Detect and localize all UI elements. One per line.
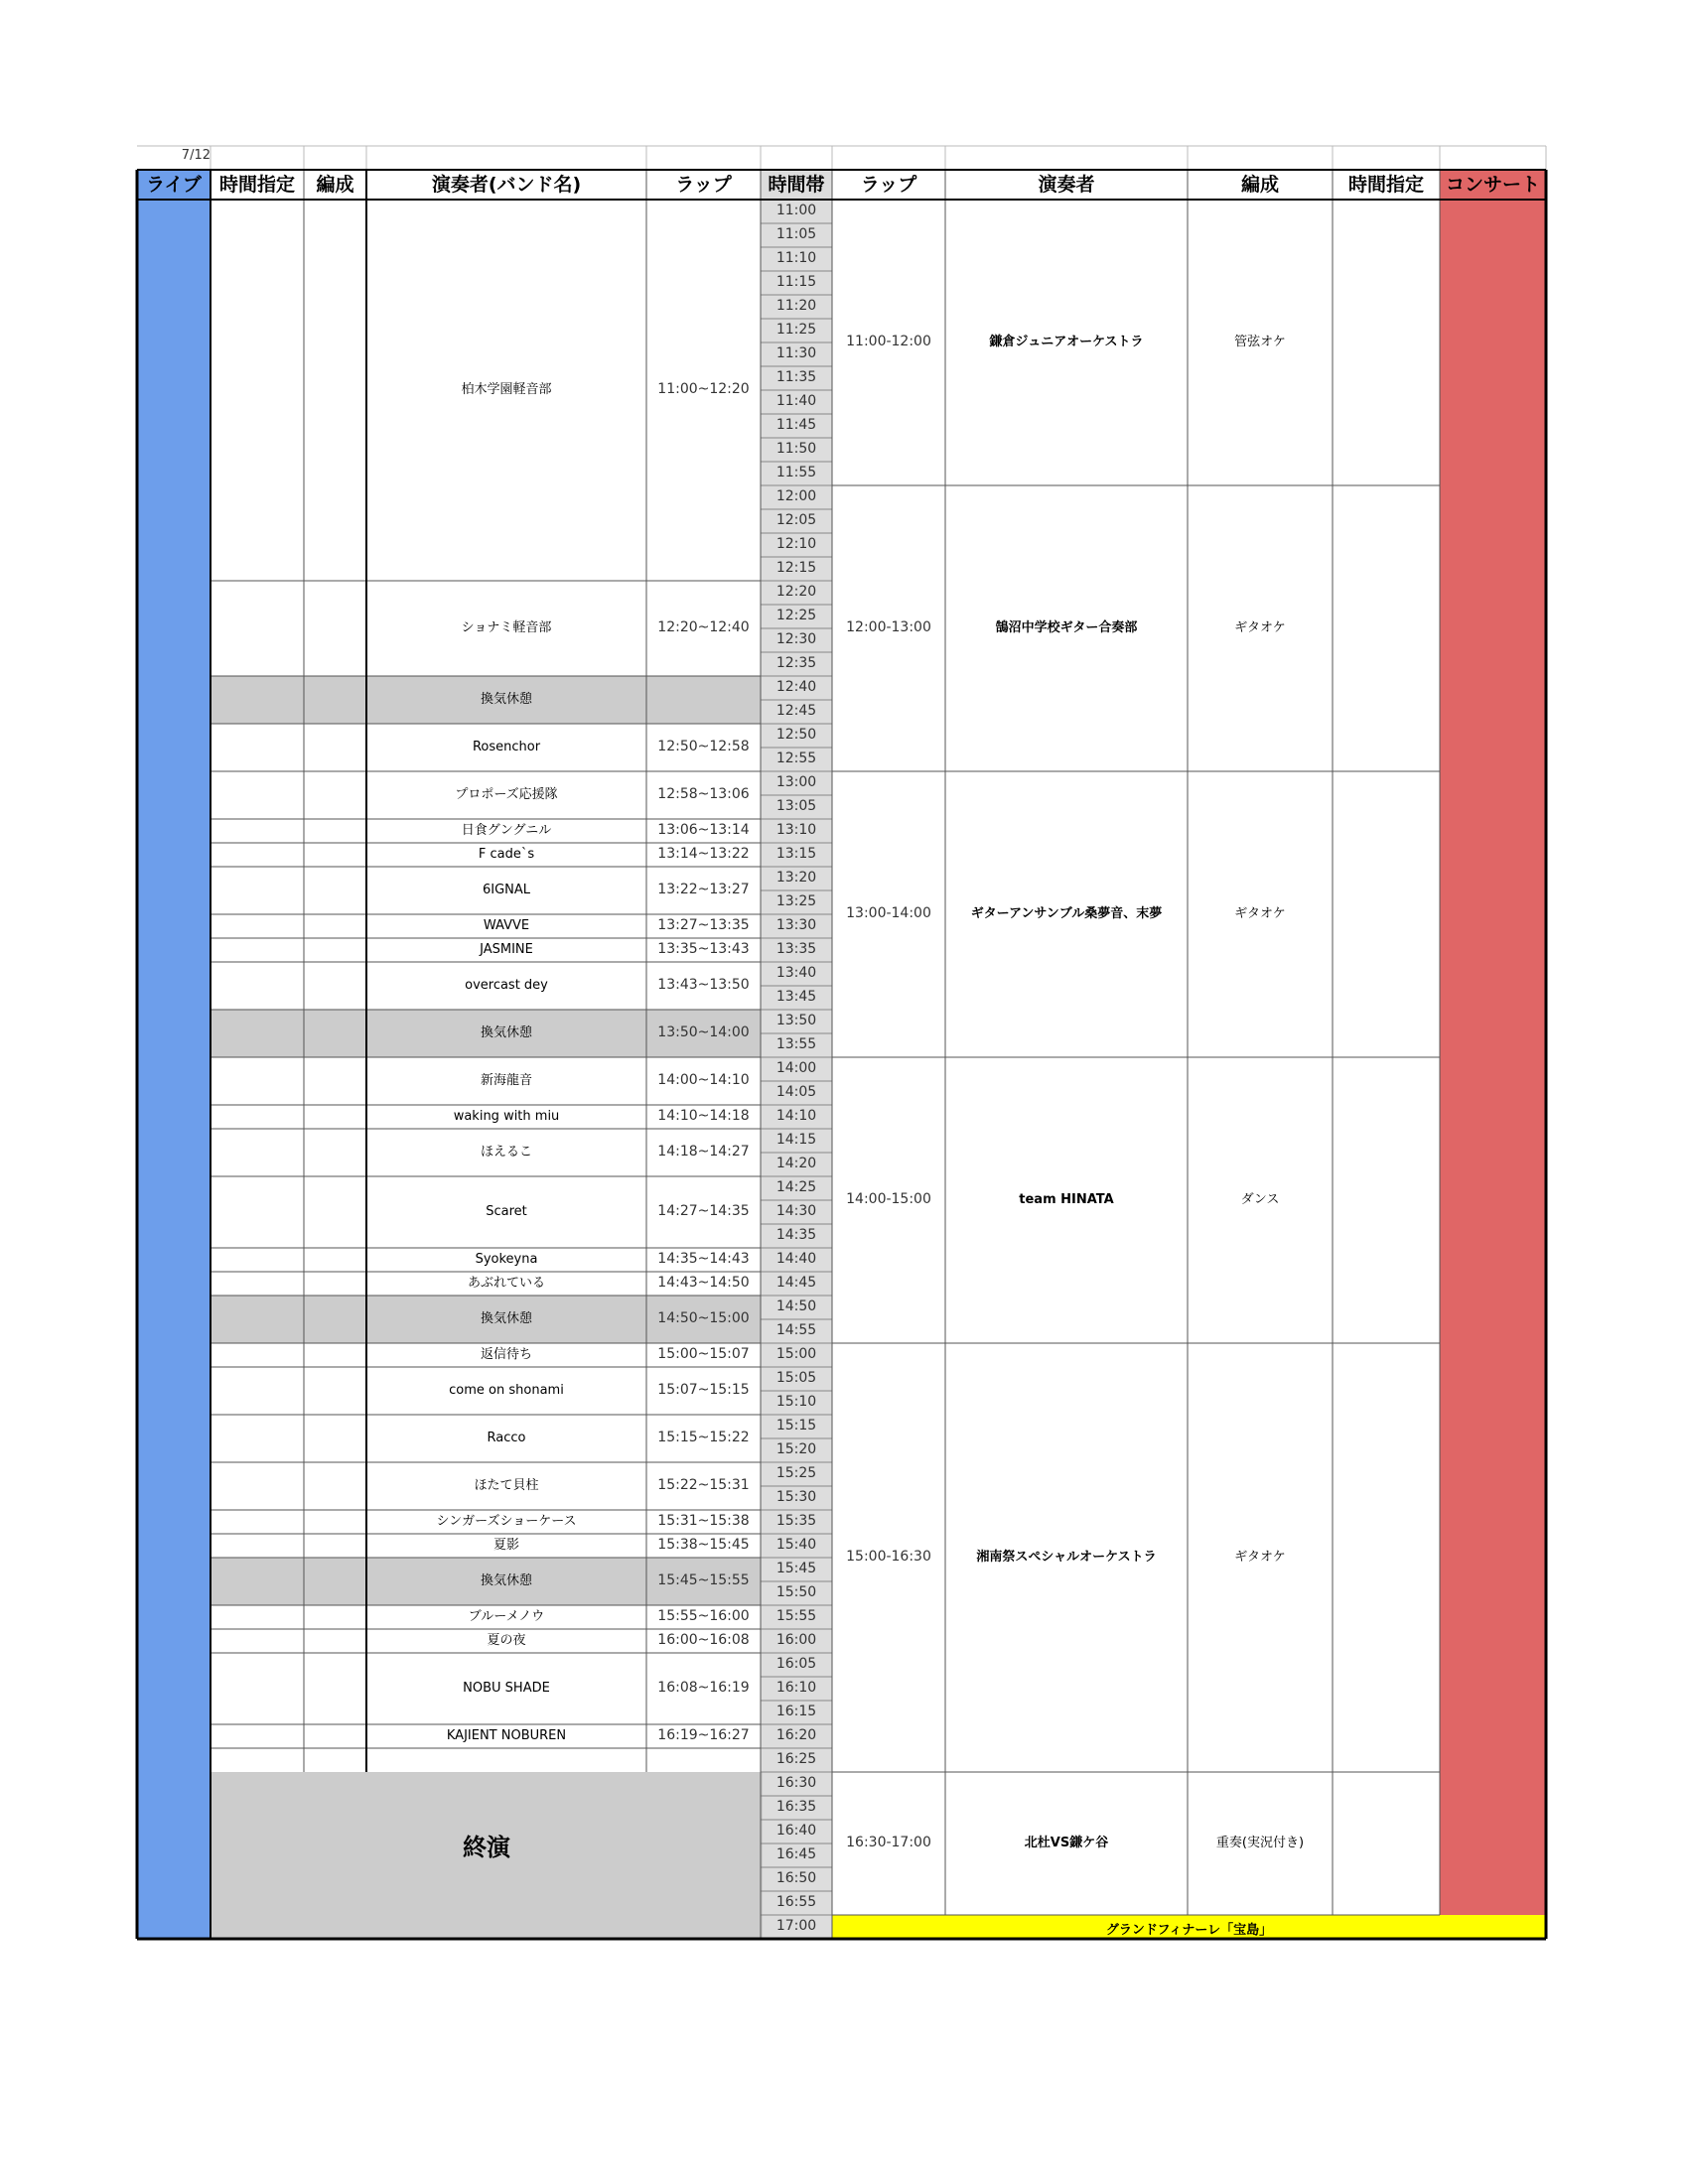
live-performer-name: KAJIENT NOBUREN	[446, 1727, 567, 1743]
live-lap-time: 14:00~14:10	[657, 1072, 750, 1089]
live-lap-time: 13:50~14:00	[657, 1024, 750, 1041]
live-lap-time: 13:06~13:14	[657, 822, 750, 839]
live-lap-time: 12:20~12:40	[657, 619, 750, 636]
live-column-bar	[137, 200, 211, 1939]
live-performer-name: ほえるこ	[480, 1144, 532, 1160]
time-slot-1215: 12:15	[775, 560, 817, 577]
time-slot-1110: 11:10	[775, 250, 817, 267]
time-slot-1510: 15:10	[775, 1394, 817, 1411]
time-slot-1405: 14:05	[775, 1084, 817, 1101]
live-lap-time: 15:38~15:45	[657, 1537, 750, 1554]
break-label: 換気休憩	[480, 1572, 532, 1588]
live-lap-time: 13:43~13:50	[657, 977, 750, 994]
live-lap-time: 14:18~14:27	[657, 1144, 750, 1160]
live-performer-name: WAVVE	[483, 917, 530, 933]
concert-formation: ギタオケ	[1234, 905, 1286, 921]
live-lap-time: 15:22~15:31	[657, 1477, 750, 1494]
time-slot-1220: 12:20	[775, 584, 817, 601]
time-slot-1645: 16:45	[775, 1846, 817, 1863]
time-slot-1150: 11:50	[775, 441, 817, 458]
live-lap-time: 14:43~14:50	[657, 1275, 750, 1292]
break-lap-fill	[646, 676, 761, 724]
time-slot-1130: 11:30	[775, 345, 817, 362]
live-lap-time: 16:00~16:08	[657, 1632, 750, 1649]
time-slot-1255: 12:55	[775, 751, 817, 767]
live-performer-name: 夏の夜	[487, 1632, 526, 1648]
time-slot-1115: 11:15	[775, 274, 817, 291]
live-performer-name: シンガーズショーケース	[436, 1513, 577, 1529]
time-slot-1155: 11:55	[775, 465, 817, 481]
time-slot-1335: 13:35	[775, 941, 817, 958]
header-concert: コンサート	[1445, 173, 1540, 196]
concert-column-bar	[1440, 200, 1546, 1915]
live-lap-time: 11:00~12:20	[657, 381, 750, 398]
live-performer-name: プロポーズ応援隊	[455, 786, 558, 802]
concert-formation: ダンス	[1240, 1191, 1280, 1207]
concert-performer-name: 北杜VS鎌ケ谷	[1024, 1835, 1109, 1850]
time-slot-1455: 14:55	[775, 1322, 817, 1339]
time-slot-1140: 11:40	[775, 393, 817, 410]
time-slot-1650: 16:50	[775, 1870, 817, 1887]
live-lap-time: 15:31~15:38	[657, 1513, 750, 1530]
time-slot-1330: 13:30	[775, 917, 817, 934]
header-performer: 演奏者	[1038, 173, 1095, 196]
live-performer-name: overcast dey	[465, 977, 548, 993]
header-formation-right: 編成	[1240, 173, 1279, 196]
live-performer-name: ほたて貝柱	[474, 1477, 539, 1493]
concert-performer-name: 鵠沼中学校ギター合奏部	[995, 619, 1138, 635]
concert-lap-time: 12:00-13:00	[846, 619, 931, 636]
time-slot-1305: 13:05	[775, 798, 817, 815]
time-slot-1530: 15:30	[775, 1489, 817, 1506]
break-label: 換気休憩	[480, 1310, 532, 1326]
concert-lap-time: 15:00-16:30	[846, 1549, 931, 1566]
time-slot-1205: 12:05	[775, 512, 817, 529]
live-lap-time: 15:45~15:55	[657, 1572, 750, 1589]
live-lap-time: 12:58~13:06	[657, 786, 750, 803]
time-slot-1515: 15:15	[775, 1418, 817, 1434]
break-label: 換気休憩	[480, 691, 532, 707]
live-performer-name: NOBU SHADE	[463, 1680, 550, 1696]
time-slot-1555: 15:55	[775, 1608, 817, 1625]
time-slot-1225: 12:25	[775, 608, 817, 624]
live-lap-time: 12:50~12:58	[657, 739, 750, 755]
time-slot-1635: 16:35	[775, 1799, 817, 1816]
live-performer-name: waking with miu	[453, 1108, 560, 1124]
concert-formation: 重奏(実況付き)	[1215, 1835, 1305, 1850]
time-slot-1120: 11:20	[775, 298, 817, 315]
time-slot-1610: 16:10	[775, 1680, 817, 1697]
time-slot-1235: 12:35	[775, 655, 817, 672]
time-slot-1440: 14:40	[775, 1251, 817, 1268]
time-slot-1420: 14:20	[775, 1156, 817, 1172]
time-slot-1540: 15:40	[775, 1537, 817, 1554]
time-slot-1500: 15:00	[775, 1346, 817, 1363]
time-slot-1145: 11:45	[775, 417, 817, 434]
time-slot-1310: 13:10	[775, 822, 817, 839]
live-performer-name: Syokeyna	[475, 1251, 538, 1267]
break-label: 換気休憩	[480, 1024, 532, 1040]
live-performer-name: 日食グングニル	[461, 822, 552, 838]
live-lap-time: 16:08~16:19	[657, 1680, 750, 1697]
live-lap-time: 14:27~14:35	[657, 1203, 750, 1220]
time-slot-1410: 14:10	[775, 1108, 817, 1125]
time-slot-1315: 13:15	[775, 846, 817, 863]
time-slot-1545: 15:45	[775, 1561, 817, 1577]
live-performer-name: 夏影	[492, 1537, 519, 1553]
time-slot-1105: 11:05	[775, 226, 817, 243]
live-lap-time: 13:27~13:35	[657, 917, 750, 934]
time-slot-1240: 12:40	[775, 679, 817, 696]
live-lap-time: 14:50~15:00	[657, 1310, 750, 1327]
time-slot-1520: 15:20	[775, 1441, 817, 1458]
live-performer-name: 返信待ち	[480, 1346, 532, 1362]
live-performer-name: Racco	[487, 1430, 526, 1445]
time-slot-1525: 15:25	[775, 1465, 817, 1482]
time-slot-1620: 16:20	[775, 1727, 817, 1744]
live-performer-name: Rosenchor	[472, 739, 541, 754]
header-formation-left: 編成	[316, 173, 354, 196]
time-slot-1535: 15:35	[775, 1513, 817, 1530]
time-slot-1445: 14:45	[775, 1275, 817, 1292]
time-slot-1250: 12:50	[775, 727, 817, 744]
live-performer-name: Scaret	[486, 1203, 527, 1219]
live-lap-time: 15:55~16:00	[657, 1608, 750, 1625]
live-lap-time: 13:35~13:43	[657, 941, 750, 958]
time-slot-1435: 14:35	[775, 1227, 817, 1244]
time-slot-1100: 11:00	[775, 203, 817, 219]
time-slot-1450: 14:50	[775, 1298, 817, 1315]
time-slot-1600: 16:00	[775, 1632, 817, 1649]
live-performer-name: ブルーメノウ	[468, 1608, 545, 1624]
time-slot-1615: 16:15	[775, 1704, 817, 1720]
time-slot-1430: 14:30	[775, 1203, 817, 1220]
header-time-spec-left: 時間指定	[218, 173, 295, 196]
live-lap-time: 16:19~16:27	[657, 1727, 750, 1744]
live-lap-time: 15:07~15:15	[657, 1382, 750, 1399]
time-slot-1640: 16:40	[775, 1823, 817, 1840]
time-slot-1350: 13:50	[775, 1013, 817, 1029]
time-slot-1630: 16:30	[775, 1775, 817, 1792]
concert-performer-name: 湘南祭スペシャルオーケストラ	[976, 1549, 1157, 1565]
concert-performer-name: ギターアンサンブル桑夢音、末夢	[970, 905, 1163, 921]
time-slot-1340: 13:40	[775, 965, 817, 982]
live-end-label: 終演	[463, 1833, 510, 1861]
live-lap-time: 14:10~14:18	[657, 1108, 750, 1125]
time-slot-1550: 15:50	[775, 1584, 817, 1601]
header-time-spec-right: 時間指定	[1347, 173, 1424, 196]
concert-lap-time: 13:00-14:00	[846, 905, 931, 922]
live-performer-name: 新海龍音	[480, 1072, 532, 1088]
time-slot-1345: 13:45	[775, 989, 817, 1006]
time-slot-1325: 13:25	[775, 893, 817, 910]
live-performer-name: come on shonami	[449, 1382, 564, 1398]
concert-formation: 管弦オケ	[1234, 334, 1286, 349]
time-slot-1210: 12:10	[775, 536, 817, 553]
header-performer-band: 演奏者(バンド名)	[431, 173, 582, 196]
time-slot-1625: 16:25	[775, 1751, 817, 1768]
date-label: 7/12	[181, 147, 211, 163]
live-performer-name: F cade`s	[478, 846, 535, 862]
concert-performer-name: team HINATA	[1019, 1191, 1114, 1207]
time-slot-1655: 16:55	[775, 1894, 817, 1911]
live-performer-name: JASMINE	[480, 941, 533, 957]
time-slot-1505: 15:05	[775, 1370, 817, 1387]
time-slot-1400: 14:00	[775, 1060, 817, 1077]
time-slot-1320: 13:20	[775, 870, 817, 887]
header-live: ライブ	[146, 173, 202, 196]
time-slot-1605: 16:05	[775, 1656, 817, 1673]
time-slot-1245: 12:45	[775, 703, 817, 720]
time-slot-1230: 12:30	[775, 631, 817, 648]
concert-lap-time: 14:00-15:00	[846, 1191, 931, 1208]
live-performer-name: 柏木学園軽音部	[461, 381, 552, 397]
time-slot-1355: 13:55	[775, 1036, 817, 1053]
live-performer-name: あぶれている	[467, 1275, 545, 1291]
header-time-slot: 時間帯	[768, 173, 825, 196]
time-slot-1135: 11:35	[775, 369, 817, 386]
live-lap-time: 13:14~13:22	[657, 846, 750, 863]
live-lap-time: 15:15~15:22	[657, 1430, 750, 1446]
time-slot-1300: 13:00	[775, 774, 817, 791]
time-slot-1700: 17:00	[775, 1918, 817, 1935]
live-performer-name: 6IGNAL	[482, 882, 531, 897]
live-performer-name: ショナミ軽音部	[461, 619, 552, 635]
concert-lap-time: 16:30-17:00	[846, 1835, 931, 1851]
time-slot-1415: 14:15	[775, 1132, 817, 1149]
header-lap-left: ラップ	[675, 173, 732, 196]
live-lap-time: 13:22~13:27	[657, 882, 750, 898]
concert-formation: ギタオケ	[1234, 619, 1286, 635]
live-lap-time: 15:00~15:07	[657, 1346, 750, 1363]
concert-lap-time: 11:00-12:00	[846, 334, 931, 350]
grand-finale-banner: グランドフィナーレ「宝島」	[1105, 1922, 1273, 1938]
time-slot-1125: 11:25	[775, 322, 817, 339]
time-slot-1200: 12:00	[775, 488, 817, 505]
concert-formation: ギタオケ	[1234, 1549, 1286, 1565]
concert-performer-name: 鎌倉ジュニアオーケストラ	[989, 334, 1144, 349]
header-lap-right: ラップ	[860, 173, 917, 196]
live-lap-time: 14:35~14:43	[657, 1251, 750, 1268]
time-slot-1425: 14:25	[775, 1179, 817, 1196]
